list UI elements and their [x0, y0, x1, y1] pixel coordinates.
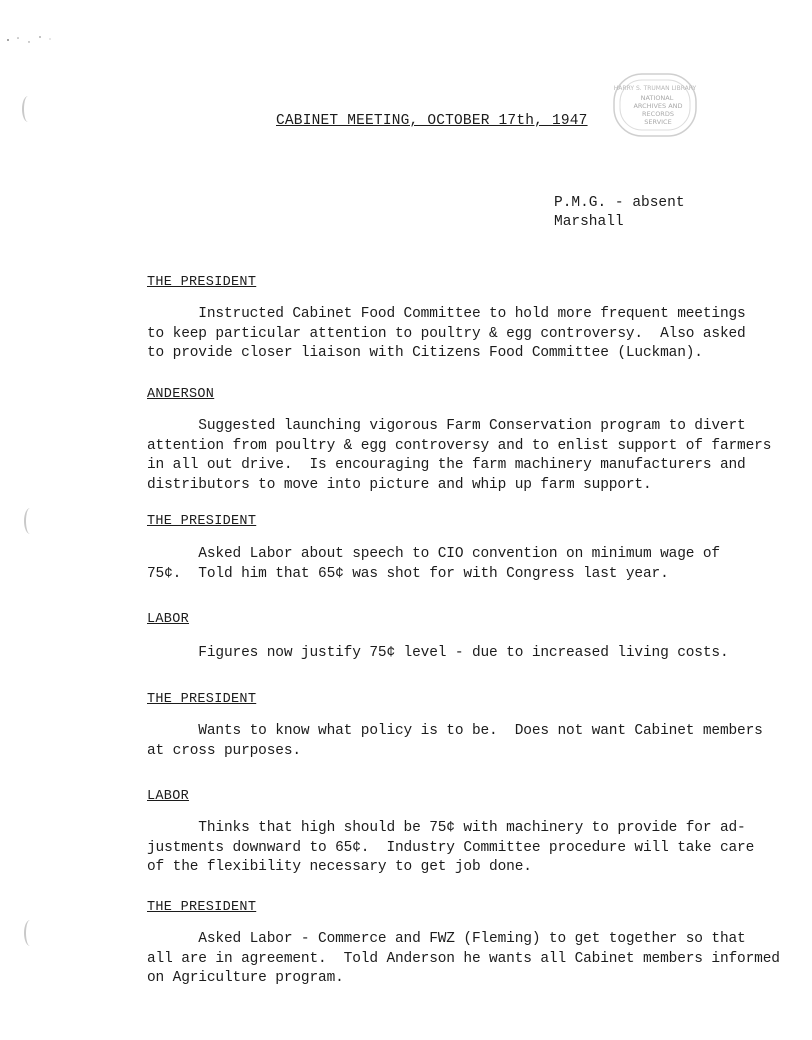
- section-paragraph: [147, 819, 757, 878]
- paragraph-line: to keep particular attention to poultry & egg controversy. Also asked: [147, 325, 746, 342]
- punch-hole-mark: [24, 508, 36, 534]
- speaker-heading: THE PRESIDENT: [147, 275, 257, 290]
- paragraph-line: in all out drive. Is encouraging the farm machinery manufacturers and: [147, 457, 746, 473]
- archives-stamp-seal: [610, 70, 700, 140]
- section-paragraph: [147, 417, 772, 495]
- svg-text:HARRY S. TRUMAN LIBRARY: HARRY S. TRUMAN LIBRARY: [613, 85, 697, 92]
- absent-attendees: [554, 194, 685, 232]
- section-paragraph: [147, 644, 757, 664]
- absent-line-pmg: P.M.G. - absent: [554, 195, 685, 211]
- section-paragraph: [147, 930, 780, 989]
- absent-line-marshall: Marshall: [554, 214, 624, 230]
- punch-hole-mark: [22, 96, 34, 122]
- document-title: CABINET MEETING, OCTOBER 17th, 1947: [276, 113, 588, 129]
- paragraph-line: attention from poultry & egg controversy and to enlist support of farmers: [147, 437, 772, 454]
- paragraph-line: Figures now justify 75¢ level - due to increased living costs.: [147, 645, 729, 661]
- speaker-heading: THE PRESIDENT: [147, 900, 257, 915]
- paragraph-line: Asked Labor about speech to CIO convention on minimum wage of: [147, 546, 720, 562]
- paragraph-line: Suggested launching vigorous Farm Conservation program to divert: [147, 418, 746, 434]
- svg-text:RECORDS: RECORDS: [642, 110, 674, 118]
- paragraph-line: 75¢. Told him that 65¢ was shot for with Congress last year.: [147, 565, 669, 582]
- speaker-heading: THE PRESIDENT: [147, 692, 257, 707]
- scan-specks: [0, 28, 60, 48]
- paragraph-line: justments downward to 65¢. Industry Committee procedure will take care: [147, 839, 755, 856]
- paragraph-line: to provide closer liaison with Citizens Food Committee (Luckman).: [147, 345, 703, 361]
- paragraph-line: Thinks that high should be 75¢ with machinery to provide for ad-: [147, 820, 746, 836]
- section-paragraph: [147, 305, 757, 364]
- punch-hole-mark: [24, 920, 36, 946]
- paragraph-line: of the flexibility necessary to get job done.: [147, 859, 532, 875]
- paragraph-line: distributors to move into picture and whip up farm support.: [147, 476, 652, 493]
- section-paragraph: [147, 545, 757, 584]
- paragraph-line: all are in agreement. Told Anderson he wants all Cabinet members informed: [147, 950, 780, 967]
- section-paragraph: [147, 722, 763, 761]
- speaker-heading: THE PRESIDENT: [147, 514, 257, 529]
- svg-text:NATIONAL: NATIONAL: [640, 94, 674, 102]
- paragraph-line: at cross purposes.: [147, 742, 301, 759]
- speaker-heading: ANDERSON: [147, 387, 215, 402]
- paragraph-line: on Agriculture program.: [147, 970, 344, 986]
- speaker-heading: LABOR: [147, 789, 190, 804]
- paragraph-line: Instructed Cabinet Food Committee to hold more frequent meetings: [147, 306, 746, 322]
- svg-text:ARCHIVES AND: ARCHIVES AND: [633, 102, 683, 110]
- svg-text:SERVICE: SERVICE: [644, 118, 672, 126]
- paragraph-line: Asked Labor - Commerce and FWZ (Fleming) to get together so that: [147, 931, 746, 947]
- speaker-heading: LABOR: [147, 612, 190, 627]
- paragraph-line: Wants to know what policy is to be. Does not want Cabinet members: [147, 723, 763, 739]
